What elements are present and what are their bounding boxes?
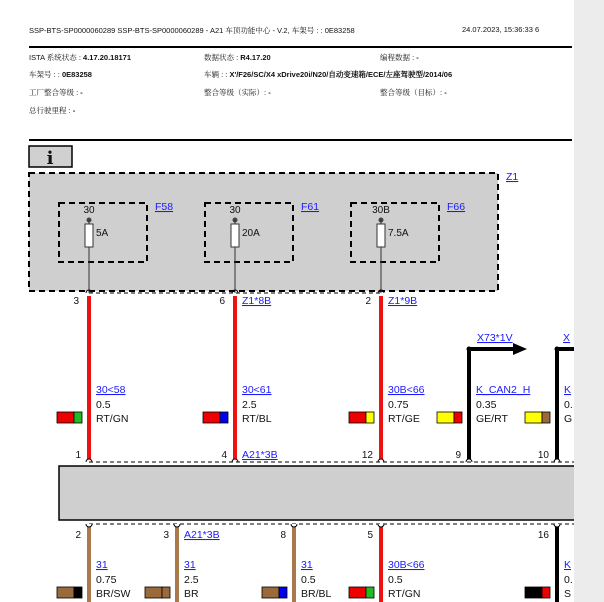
pin-number: 2 — [75, 530, 81, 541]
pin-number: 5 — [367, 530, 373, 541]
wire-color: RT/GN — [388, 588, 421, 600]
color-swatch-primary — [145, 587, 162, 598]
wire-color: BR — [184, 588, 199, 600]
pin-connector — [86, 524, 92, 527]
wire-signal-link[interactable]: 30<61 — [242, 384, 272, 396]
mileage-value: - — [72, 106, 76, 115]
color-swatch-secondary — [279, 587, 287, 598]
vin-label: 车架号 : : — [29, 70, 60, 79]
wire-signal-link[interactable]: 30<58 — [96, 384, 126, 396]
wire-color: BR/BL — [301, 588, 332, 600]
data-value: R4.17.20 — [240, 53, 271, 62]
wire[interactable] — [57, 296, 128, 462]
color-swatch-primary — [262, 587, 279, 598]
connector-link[interactable]: Z1*9B — [388, 295, 418, 307]
wire-color: RT/GN — [96, 413, 129, 425]
wire-color: BR/SW — [96, 588, 131, 600]
pin-connector — [554, 524, 560, 527]
connector-link[interactable]: Z1*8B — [242, 295, 272, 307]
wire[interactable] — [349, 524, 425, 602]
factory-label: 工厂整合等级 : — [29, 88, 79, 97]
arrow-connector-link[interactable]: X73*1V — [477, 332, 513, 344]
factory-value: - — [80, 88, 83, 97]
module-a21 — [59, 466, 574, 520]
prog-label: 编程数据 : — [380, 53, 415, 62]
module-z1-link[interactable]: Z1 — [506, 171, 519, 183]
color-swatch-secondary — [162, 587, 170, 598]
pin-number: 12 — [361, 450, 373, 461]
wire-size: 0.35 — [476, 399, 497, 411]
wire-size: 0.5 — [301, 574, 316, 586]
color-swatch-primary — [525, 412, 542, 423]
actual-value: - — [268, 88, 271, 97]
scrollbar-track[interactable] — [574, 0, 604, 602]
fuse-terminal: 30B — [372, 205, 390, 216]
ista-label: ISTA 系统状态 : — [29, 53, 81, 62]
fuse-terminal: 30 — [83, 205, 95, 216]
fuse-link[interactable]: F58 — [155, 201, 174, 213]
pin-connector — [378, 524, 384, 527]
wire-size: 0. — [564, 399, 573, 411]
target-label: 整合等级（目标）: — [380, 88, 443, 97]
wire-size: 0.75 — [388, 399, 409, 411]
pin-number: 6 — [219, 296, 225, 307]
wire-signal-link[interactable]: 31 — [96, 559, 108, 571]
color-swatch-primary — [349, 412, 366, 423]
fuse-terminal: 30 — [229, 205, 241, 216]
arrow-connector-2-link[interactable]: X — [563, 332, 571, 344]
fuse-link[interactable]: F66 — [447, 201, 466, 213]
pin-number: 3 — [73, 296, 79, 307]
wire-size: 0. — [564, 574, 573, 586]
color-swatch-primary — [437, 412, 454, 423]
fuse-rating: 7.5A — [388, 228, 409, 239]
pin-connector — [174, 524, 180, 527]
wire-signal-link[interactable]: 30B<66 — [388, 384, 425, 396]
wire[interactable] — [525, 349, 573, 462]
pin-number: 2 — [365, 296, 371, 307]
wire[interactable] — [525, 524, 573, 602]
color-swatch-primary — [349, 587, 366, 598]
fuse-link[interactable]: F61 — [301, 201, 320, 213]
wire-size: 2.5 — [242, 399, 257, 411]
fuse-symbol — [231, 224, 239, 247]
color-swatch-secondary — [74, 587, 82, 598]
wire[interactable] — [262, 524, 332, 602]
wire-size: 0.5 — [96, 399, 111, 411]
color-swatch-secondary — [542, 412, 550, 423]
pin-number: 3 — [163, 530, 169, 541]
wire-signal-link[interactable]: 31 — [184, 559, 196, 571]
pin-number: 9 — [455, 450, 461, 461]
wire-color: S — [564, 588, 572, 600]
wire-size: 0.5 — [388, 574, 403, 586]
color-swatch-secondary — [366, 412, 374, 423]
info-icon: i — [46, 148, 54, 169]
pin-number: 16 — [537, 530, 549, 541]
arrow-right-icon — [513, 343, 527, 355]
fuse-symbol — [85, 224, 93, 247]
pin-number: 8 — [280, 530, 286, 541]
target-value: - — [444, 88, 447, 97]
wire-color: RT/GE — [388, 413, 420, 425]
vehicle-label: 车辆 : : — [204, 70, 228, 79]
wire-signal-link[interactable]: K — [564, 559, 572, 571]
prog-value: - — [416, 53, 419, 62]
vehicle-value: X'/F26/SC/X4 xDrive20i/N20/自动变速箱/ECE/左座驾驶型/2014/06 — [229, 70, 453, 79]
fuse-rating: 20A — [242, 228, 260, 239]
pin-number: 10 — [537, 450, 549, 461]
wire-signal-link[interactable]: 30B<66 — [388, 559, 425, 571]
color-swatch-secondary — [220, 412, 228, 423]
wire-color: G — [564, 413, 573, 425]
arrow-connector[interactable] — [467, 332, 528, 355]
data-label: 数据状态 : — [204, 53, 239, 62]
wire-signal-link[interactable]: K_CAN2_H — [476, 384, 531, 396]
wire-size: 2.5 — [184, 574, 199, 586]
vin-value: 0E83258 — [61, 70, 92, 79]
wire[interactable] — [437, 349, 530, 462]
color-swatch-secondary — [74, 412, 82, 423]
wire-signal-link[interactable]: 31 — [301, 559, 313, 571]
connector-link[interactable]: A21*3B — [184, 529, 220, 541]
document-title: SSP-BTS-SP0000060289 SSP-BTS-SP0000060289 - A21 车顶功能中心 - V.2, 车架号 : : 0E83258 — [29, 26, 355, 35]
mileage-label: 总行驶里程 : — [29, 106, 71, 115]
wire-size: 0.75 — [96, 574, 117, 586]
wire[interactable] — [349, 296, 425, 462]
color-swatch-primary — [525, 587, 542, 598]
actual-label: 整合等级（实际）: — [204, 88, 267, 97]
color-swatch-secondary — [454, 412, 462, 423]
fuse-symbol — [377, 224, 385, 247]
fuse-rating: 5A — [96, 228, 109, 239]
wire-signal-link[interactable]: K — [564, 384, 572, 396]
color-swatch-primary — [203, 412, 220, 423]
color-swatch-secondary — [542, 587, 550, 598]
color-swatch-primary — [57, 587, 74, 598]
print-datetime: 24.07.2023, 15:36:33 6 — [462, 25, 540, 34]
pin-connector — [291, 524, 297, 527]
wire[interactable] — [57, 524, 131, 602]
wire[interactable] — [145, 524, 220, 602]
connector-link[interactable]: A21*3B — [242, 449, 278, 461]
info-button[interactable] — [29, 146, 72, 169]
color-swatch-secondary — [366, 587, 374, 598]
wire-color: RT/BL — [242, 413, 272, 425]
ista-value: 4.17.20.18171 — [83, 53, 132, 62]
pin-number: 1 — [75, 450, 81, 461]
wire[interactable] — [203, 296, 278, 462]
pin-number: 4 — [221, 450, 227, 461]
wire-color: GE/RT — [476, 413, 508, 425]
color-swatch-primary — [57, 412, 74, 423]
